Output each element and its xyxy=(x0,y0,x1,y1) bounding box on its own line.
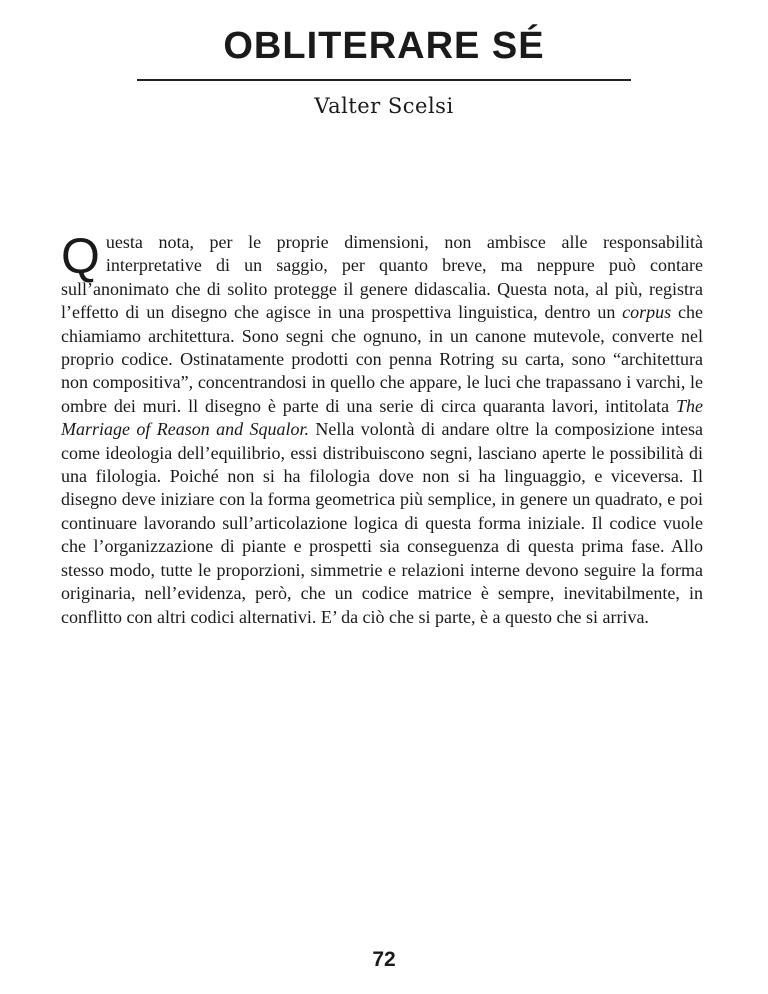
body-text-part-3: Nella volontà di andare oltre la composizione intesa come ideologia dell’equilibrio, essi distribuiscono segni, lasciano aperte le possibilità di una filologia. Poiché non si ha filologia dove non si ha linguaggio, e viceversa. Il disegno deve iniziare con la forma geometrica più semplice, in genere un quadrato, e poi continuare lavorando sull’articolazione logica di questa forma iniziale. Il codice vuole che l’organizzazione di piante e prospetti sia conseguenza di questa prima fase. Allo stesso modo, tutte le proporzioni, simmetrie e relazioni interne devono seguire la forma originaria, nell’evidenza, però, che un codice matrice è sempre, inevitabilmente, in conflitto con altri codici alternativi. E’ da ciò che si parte, è a questo che si arriva. xyxy=(61,419,704,627)
italic-term-corpus: corpus xyxy=(622,302,672,323)
page-number: 72 xyxy=(372,948,396,971)
author-name: Valter Scelsi xyxy=(314,94,454,118)
italic-series-title: The Marriage of Reason and Squalor. xyxy=(61,395,703,440)
body-text-part-2: che chiamiamo architettura. Sono segni che ognuno, in un canone mutevole, converte nel proprio codice. Ostinatamente prodotti con penna Rotring su carta, sono “architettura non compositiva”, concentrandosi in quello che appare, le luci che trapassano i varchi, le ombre dei muri. ll disegno è parte di una serie di circa quaranta lavori, intitolata xyxy=(61,302,703,416)
drop-cap: Q xyxy=(61,228,100,284)
article-body xyxy=(61,228,704,629)
body-text-part-1: uesta nota, per le proprie dimensioni, non ambisce alle responsabilità interpretative di un saggio, per quanto breve, ma neppure può contare sull’anonimato che di solito protegge il genere didascalia. Questa nota, al più, registra l’effetto di un disegno che agisce in una prospettiva linguistica, dentro un xyxy=(61,232,703,323)
title-divider xyxy=(137,79,631,81)
page-title: OBLITERARE SÉ xyxy=(223,25,545,67)
